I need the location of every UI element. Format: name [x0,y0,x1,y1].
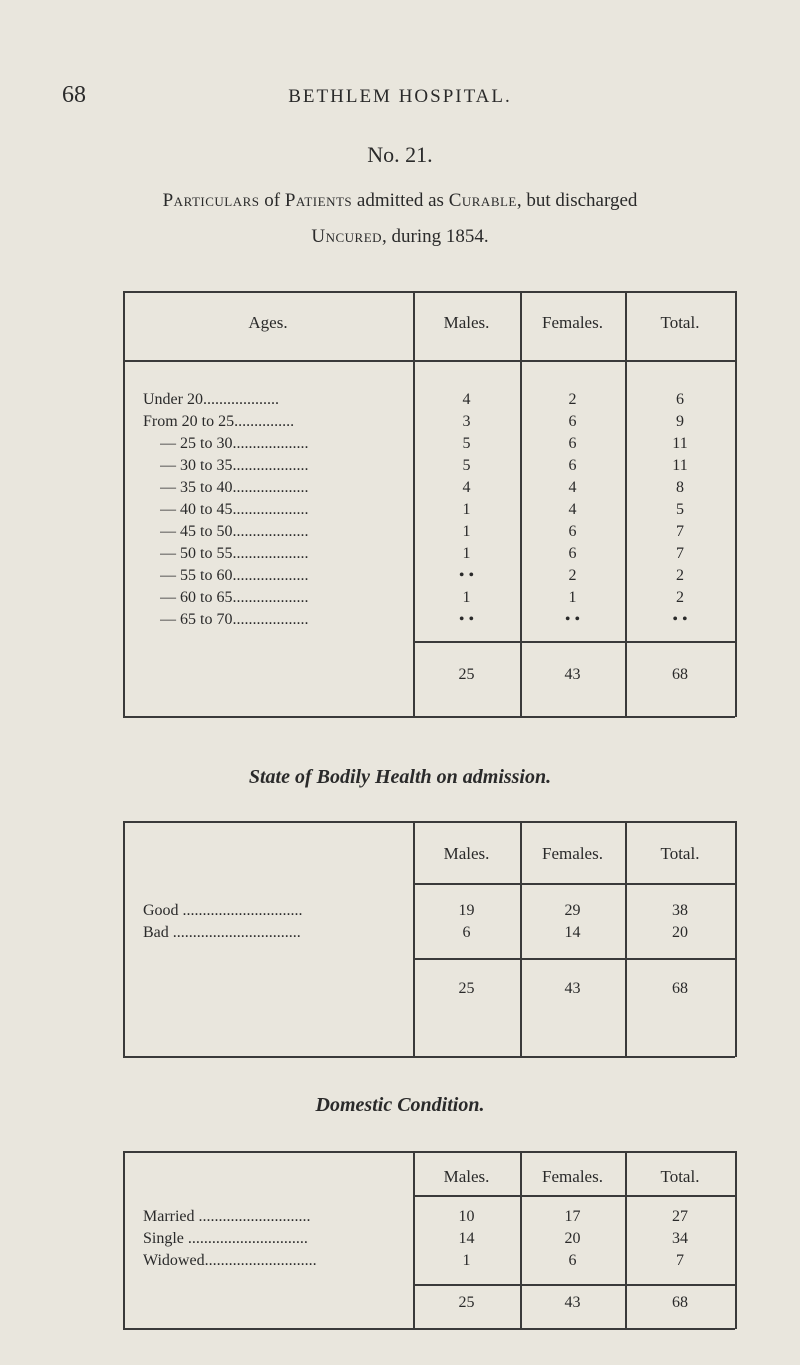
cell-total: 27 [672,1208,688,1225]
title-word: admitted as [352,190,449,211]
rule [123,821,125,1057]
cell-males: 1 [462,1252,471,1269]
domestic-heading: Domestic Condition. [315,1094,485,1116]
cell-females: 2 [568,391,577,408]
cell-females: 29 [564,902,581,919]
col-header-males: Males. [443,844,490,863]
cell-males: 1 [462,523,471,540]
rule [123,821,735,823]
cell-total: 38 [672,902,688,919]
cell-total: • • [672,611,688,628]
cell-total: 34 [672,1230,688,1247]
rule [123,1151,735,1153]
cell-total: 9 [676,413,684,430]
total-total: 68 [672,1294,688,1311]
cell-males: 5 [462,435,471,452]
rule [123,360,735,362]
rule [123,1056,735,1058]
rule [413,958,735,960]
total-males: 25 [458,666,475,683]
title-line-1 [0,190,800,212]
row-label: Bad ................................ [143,924,301,941]
cell-males: 10 [458,1208,475,1225]
cell-total: 11 [672,457,688,474]
row-label: — 35 to 40................... [160,479,309,496]
title-line-2 [0,226,800,248]
rule [413,883,735,885]
table-number: No. 21. [367,142,433,167]
cell-males: 1 [462,501,471,518]
rule [735,821,737,1057]
col-header-total: Total. [660,1167,700,1186]
rule [735,291,737,717]
cell-females: 1 [568,589,577,606]
cell-females: 4 [568,501,577,518]
cell-males: 4 [462,391,471,408]
col-header-total: Total. [660,313,700,332]
health-heading: State of Bodily Health on admission. [248,766,552,788]
row-label: — 60 to 65................... [160,589,309,606]
rule [413,1284,735,1286]
running-head: BETHLEM HOSPITAL. [288,86,512,107]
row-label: Under 20................... [143,391,279,408]
row-label: — 65 to 70................... [160,611,309,628]
cell-females: 20 [564,1230,581,1247]
row-label: — 45 to 50................... [160,523,309,540]
cell-males: 3 [462,413,471,430]
cell-females: 6 [568,545,577,562]
cell-total: 7 [676,523,684,540]
cell-males: 14 [458,1230,475,1247]
cell-females: 6 [568,457,577,474]
title-word: of [259,190,285,211]
cell-females: 6 [568,435,577,452]
total-males: 25 [458,980,475,997]
cell-females: 6 [568,413,577,430]
col-header-females: Females. [542,1167,603,1186]
rule [123,1328,735,1330]
title-word: Curable [448,190,517,211]
cell-total: 2 [676,589,684,606]
title-word: , during 1854. [382,226,489,247]
cell-males: 1 [462,589,471,606]
cell-males: • • [458,611,475,628]
page-number: 68 [62,82,86,108]
cell-females: 6 [568,523,577,540]
rule [123,291,125,717]
cell-total: 6 [676,391,684,408]
rule [413,641,735,643]
col-header-ages: Ages. [248,313,288,332]
cell-total: 11 [672,435,688,452]
cell-males: 4 [462,479,471,496]
rule [123,716,735,718]
col-header-total: Total. [660,844,700,863]
rule [123,291,735,293]
cell-total: 5 [676,501,684,518]
cell-total: 8 [676,479,684,496]
row-label: Single .............................. [143,1230,308,1247]
rule [735,1151,737,1329]
total-females: 43 [564,1294,581,1311]
total-total: 68 [672,666,688,683]
total-females: 43 [564,980,581,997]
col-header-females: Females. [542,313,603,332]
total-total: 68 [672,980,688,997]
cell-females: • • [564,611,581,628]
cell-females: 6 [568,1252,577,1269]
row-label: Good .............................. [143,902,303,919]
row-label: — 50 to 55................... [160,545,309,562]
title-word: Uncured [311,226,383,247]
cell-total: 7 [676,1252,684,1269]
row-label: From 20 to 25............... [143,413,295,430]
cell-total: 7 [676,545,684,562]
total-females: 43 [564,666,581,683]
row-label: — 30 to 35................... [160,457,309,474]
col-header-males: Males. [443,1167,490,1186]
title-word: , but discharged [516,190,638,211]
cell-total: 20 [672,924,688,941]
cell-females: 2 [568,567,577,584]
row-label: — 55 to 60................... [160,567,309,584]
cell-total: 2 [676,567,684,584]
cell-females: 4 [568,479,577,496]
cell-males: 5 [462,457,471,474]
cell-males: 1 [462,545,471,562]
col-header-females: Females. [542,844,603,863]
rule [413,1195,735,1197]
cell-males: 19 [458,902,475,919]
row-label: — 40 to 45................... [160,501,309,518]
cell-males: 6 [462,924,471,941]
title-word: Particulars [162,190,260,211]
row-label: — 25 to 30................... [160,435,309,452]
cell-females: 17 [564,1208,581,1225]
row-label: Married ............................ [143,1208,311,1225]
row-label: Widowed............................ [143,1252,317,1269]
total-males: 25 [458,1294,475,1311]
page-header [0,82,800,112]
cell-males: • • [458,567,475,584]
rule [123,1151,125,1329]
cell-females: 14 [564,924,581,941]
col-header-males: Males. [443,313,490,332]
title-word: Patients [284,190,353,211]
